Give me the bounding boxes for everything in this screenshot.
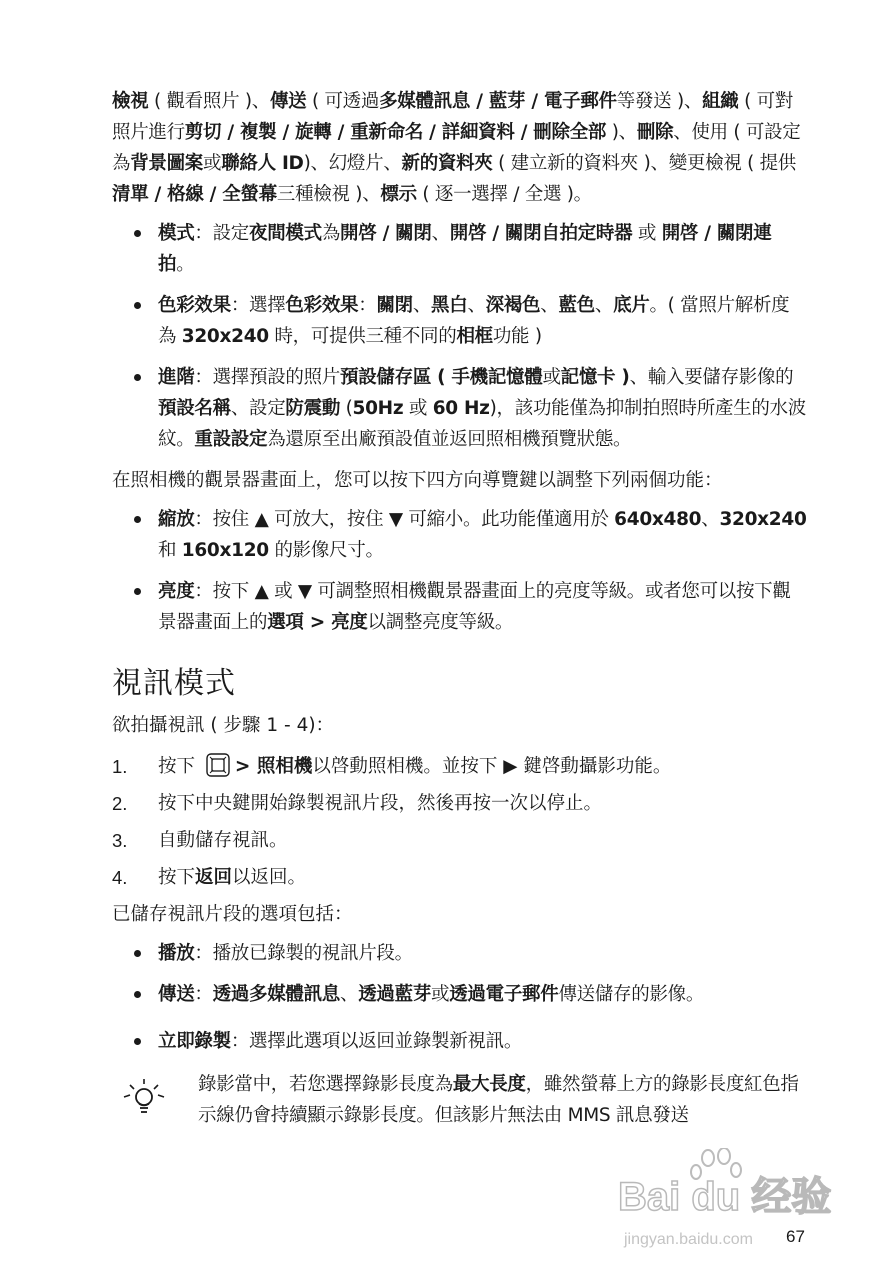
step-number: 2. [112, 793, 128, 814]
step-1: 1. 按下 > 照相機以啓動照相機。並按下 ▶ 鍵啓動攝影功能。 [112, 751, 807, 782]
tip-text: 錄影當中，若您選擇錄影長度為最大長度，雖然螢幕上方的錄影長度紅色指示線仍會持續顯示錄影長度。但該影片無法由 MMS 訊息發送 [198, 1074, 799, 1126]
bullet-send: 傳送：透過多媒體訊息、透過藍芽或透過電子郵件傳送儲存的影像。 [112, 979, 807, 1010]
bullet-record-now: 立即錄製：選擇此選項以返回並錄製新視訊。 [112, 1026, 807, 1057]
options-intro: 已儲存視訊片段的選項包括： [112, 904, 353, 925]
bullet-mode: 模式：設定夜間模式為開啓 / 關閉、開啓 / 關閉自拍定時器 或 開啓 / 關閉連拍。 [112, 218, 807, 280]
menu-key-icon [205, 752, 231, 778]
tip-note [112, 1069, 807, 1131]
bullet-color-effect: 色彩效果：選擇色彩效果：關閉、黑白、深褐色、藍色、底片。( 當照片解析度為 320x240 時，可提供三種不同的相框功能 ) [112, 290, 807, 352]
watermark-url: jingyan.baidu.com [624, 1231, 753, 1248]
bullet-advanced: 進階：選擇預設的照片預設儲存區 ( 手機記憶體或記憶卡 )、輸入要儲存影像的預設名稱、設定防震動 (50Hz 或 60 Hz)，該功能僅為抑制拍照時所產生的水波紋。重設設定為還原至出廠預設值並返回照相機預覽狀態。 [112, 362, 807, 455]
intro-paragraph: 檢視 ( 觀看照片 )、傳送 ( 可透過多媒體訊息 / 藍芽 / 電子郵件等發送 )、組織 ( 可對照片進行剪切 / 複製 / 旋轉 / 重新命名 / 詳細資料 / 刪除全部 )、刪除、使用 ( 可設定為背景圖案或聯絡人 ID)、幻燈片、新的資料夾 ( 建立新的資料夾 )、變更檢視 ( 提供清單 / 格線 / 全螢幕三種檢視 )、標示 ( 逐一選擇 / 全選 )。 [112, 91, 801, 205]
lightbulb-icon [120, 1073, 168, 1121]
bullet-zoom: 縮放：按住 ▲ 可放大，按住 ▼ 可縮小。此功能僅適用於 640x480、320x240 和 160x120 的影像尺寸。 [112, 504, 807, 566]
section-title: 視訊模式 [112, 666, 236, 701]
step-number: 1. [112, 756, 128, 777]
step-2: 2. 按下中央鍵開始錄製視訊片段，然後再按一次以停止。 [112, 788, 807, 819]
watermark-logo: Bai du 经验 [618, 1175, 832, 1219]
step-4: 4. 按下返回以返回。 [112, 862, 807, 893]
page-content [112, 86, 807, 1131]
bullet-brightness: 亮度：按下 ▲ 或 ▼ 可調整照相機觀景器畫面上的亮度等級。或者您可以按下觀景器畫面上的選項 > 亮度以調整亮度等級。 [112, 576, 807, 638]
page-number: 67 [786, 1227, 805, 1246]
step-number: 4. [112, 867, 128, 888]
viewfinder-paragraph: 在照相機的觀景器畫面上，您可以按下四方向導覽鍵以調整下列兩個功能： [112, 470, 723, 491]
bullet-play: 播放：播放已錄製的視訊片段。 [112, 938, 807, 969]
step-3: 3. 自動儲存視訊。 [112, 825, 807, 856]
step-number: 3. [112, 830, 128, 851]
steps-intro: 欲拍攝視訊 ( 步驟 1 - 4)： [112, 715, 335, 736]
